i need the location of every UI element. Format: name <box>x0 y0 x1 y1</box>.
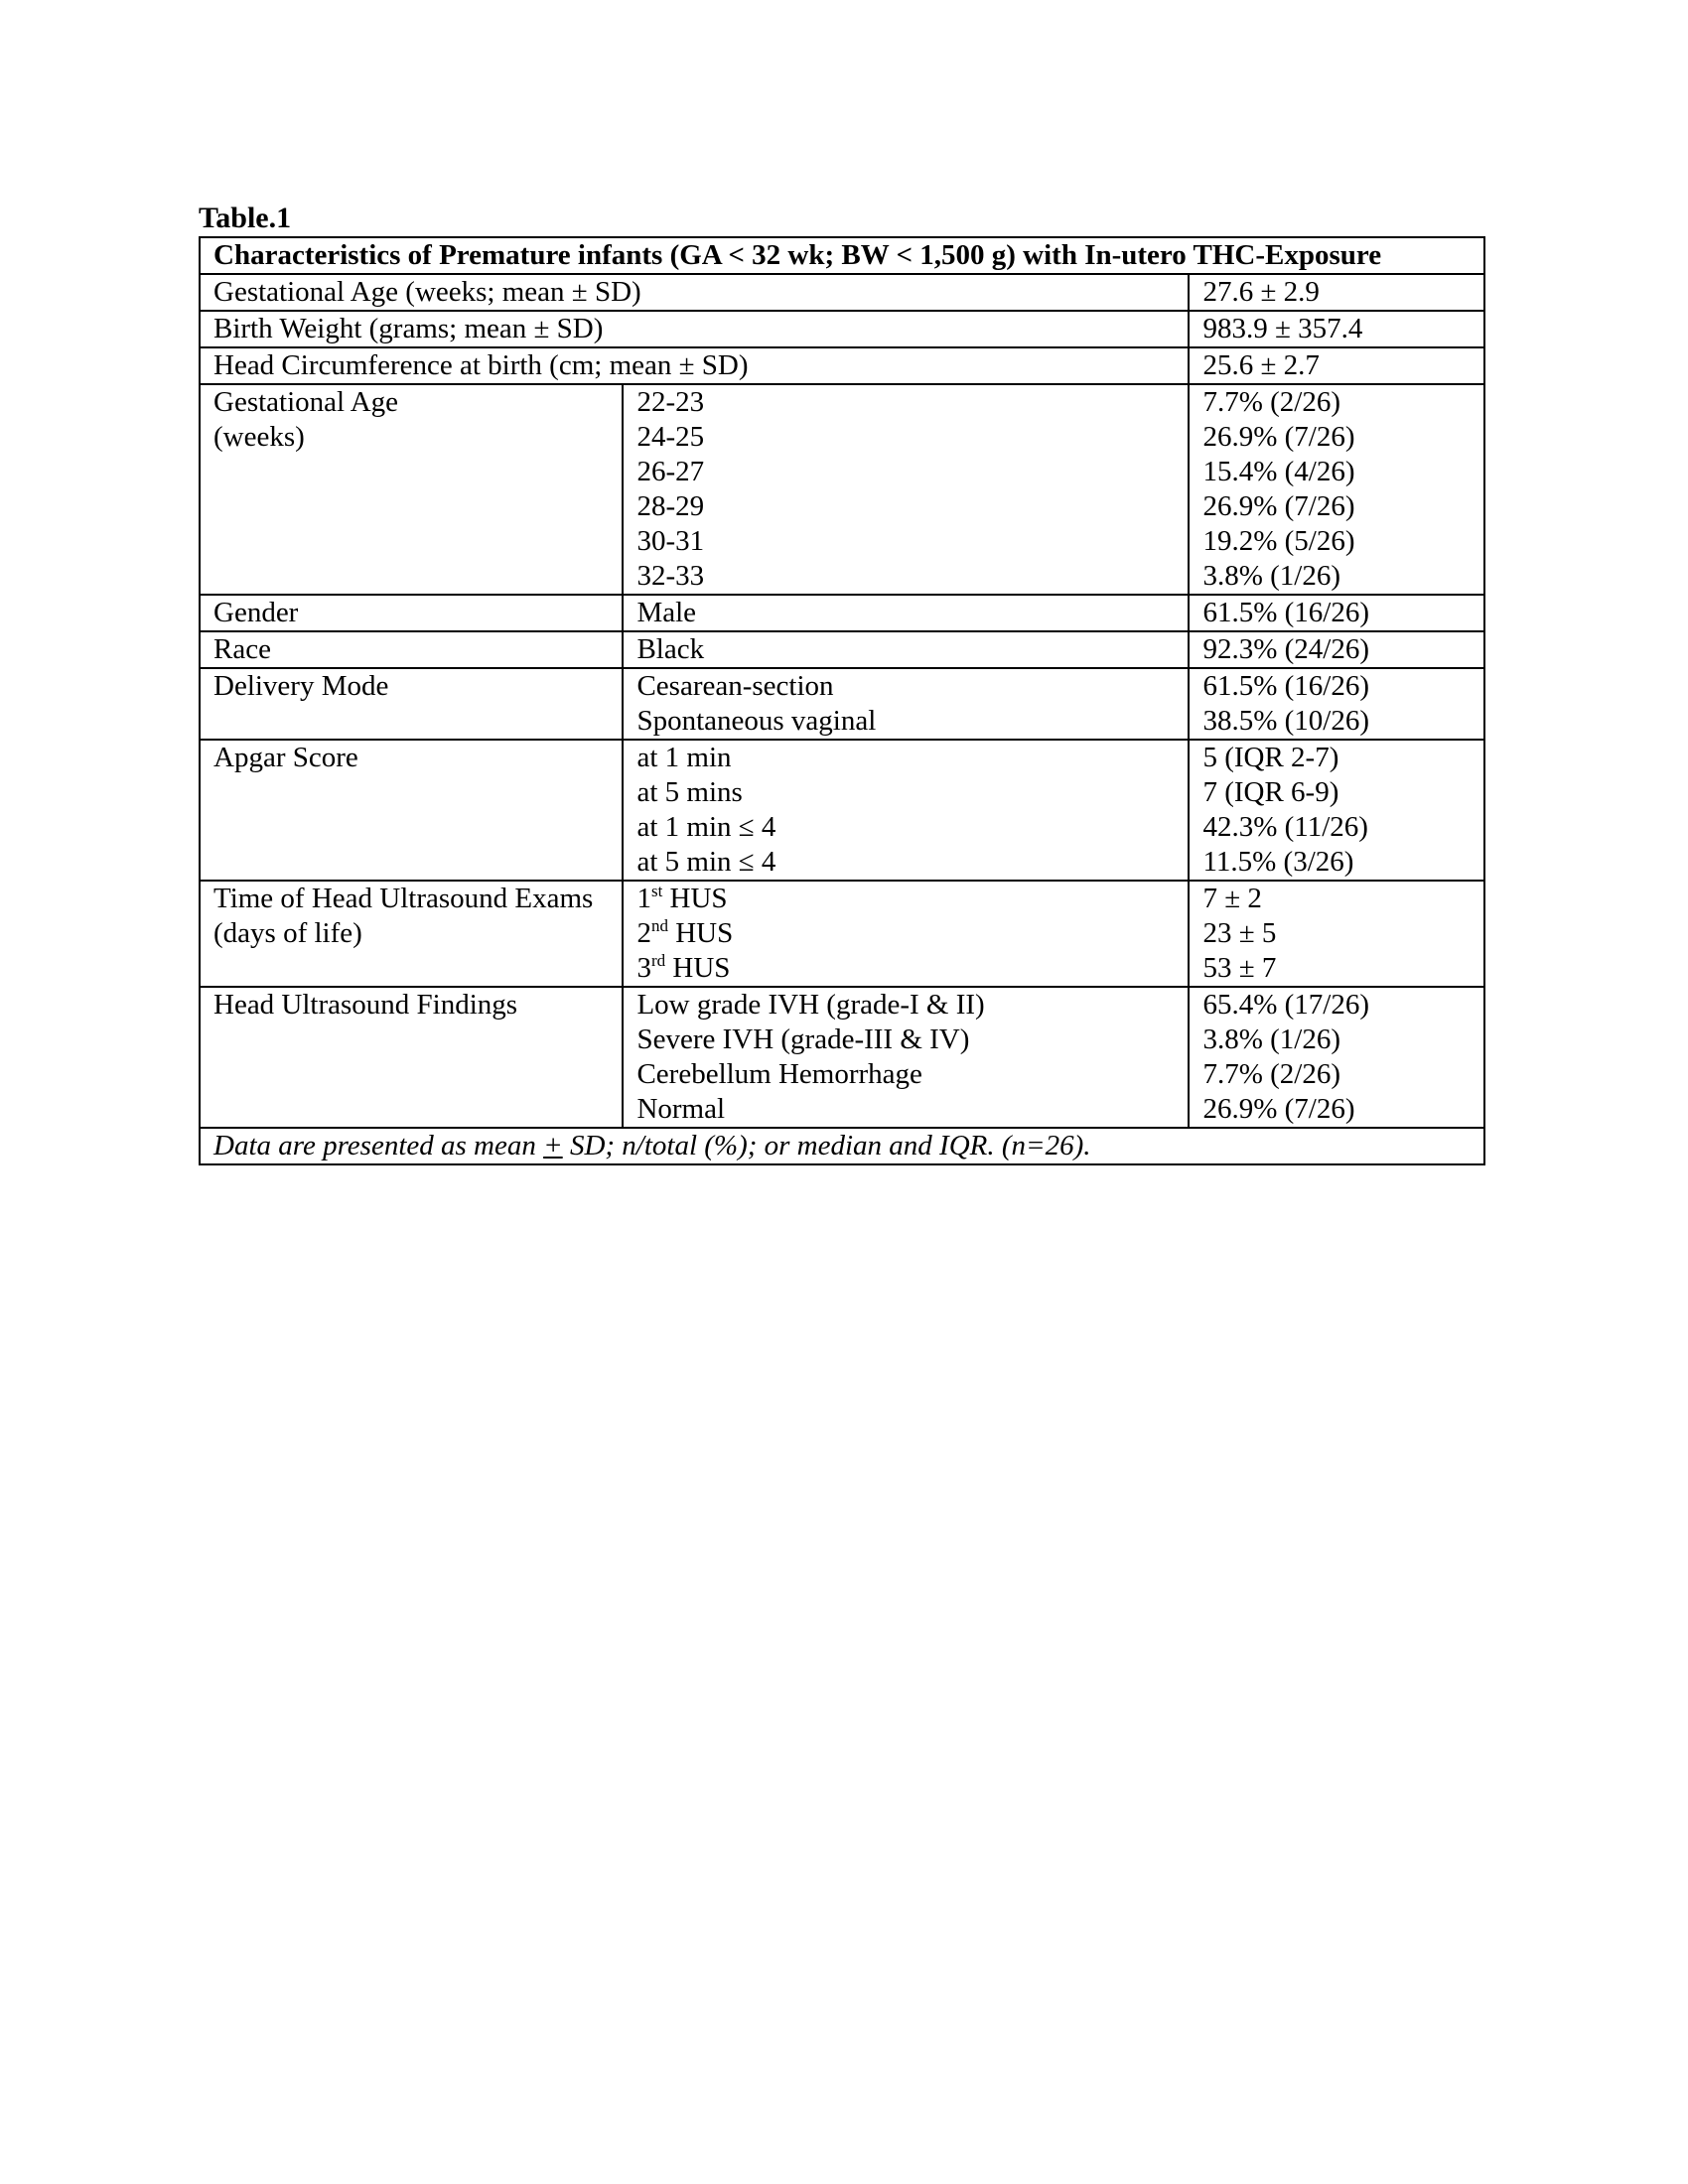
row-categories <box>623 740 1189 881</box>
row-label: Gender <box>200 595 623 631</box>
category-item: Cerebellum Hemorrhage <box>636 1058 922 1090</box>
ordinal-number: 3 <box>636 952 651 984</box>
category-item: Male <box>623 595 1189 631</box>
row-categories <box>623 668 1189 740</box>
category-item: at 5 mins <box>636 776 743 808</box>
row-value: 25.6 ± 2.7 <box>1189 347 1484 384</box>
characteristics-table <box>199 236 1485 1165</box>
ordinal-number: 2 <box>636 917 651 949</box>
category-item: at 5 min ≤ 4 <box>636 846 776 878</box>
category-item: 26-27 <box>636 456 705 487</box>
value-item: 7.7% (2/26) <box>1202 1058 1340 1090</box>
value-item: 92.3% (24/26) <box>1189 631 1484 668</box>
footnote-text: SD; n/total (%); or median and IQR. (n=26). <box>562 1130 1091 1161</box>
ordinal-suffix: st <box>650 882 663 900</box>
row-value: 27.6 ± 2.9 <box>1189 274 1484 311</box>
ordinal-suffix: nd <box>650 916 668 935</box>
row-values <box>1189 881 1484 987</box>
table-row-hus-time <box>200 881 1484 987</box>
row-label-line: (days of life) <box>213 917 362 949</box>
category-item <box>636 882 1175 916</box>
table-footnote-row <box>200 1128 1484 1164</box>
table-row-race <box>200 631 1484 668</box>
table-row-gender <box>200 595 1484 631</box>
value-item: 11.5% (3/26) <box>1202 846 1354 878</box>
row-label <box>200 881 623 987</box>
row-values <box>1189 384 1484 595</box>
row-values <box>1189 668 1484 740</box>
plus-minus-symbol: + <box>543 1130 563 1161</box>
table-row-delivery-mode <box>200 668 1484 740</box>
category-item: at 1 min <box>636 742 732 773</box>
value-item: 3.8% (1/26) <box>1202 1024 1340 1055</box>
value-item: 53 ± 7 <box>1202 952 1277 984</box>
category-item: Black <box>623 631 1189 668</box>
category-item: 22-23 <box>636 386 705 418</box>
value-item: 15.4% (4/26) <box>1202 456 1355 487</box>
value-item: 61.5% (16/26) <box>1189 595 1484 631</box>
value-item: 26.9% (7/26) <box>1202 1093 1355 1125</box>
category-item: Cesarean-section <box>636 670 834 702</box>
value-item: 26.9% (7/26) <box>1202 421 1355 453</box>
row-label: Head Ultrasound Findings <box>200 987 623 1128</box>
category-text: HUS <box>667 917 734 949</box>
category-item: 32-33 <box>636 560 705 592</box>
category-item: 24-25 <box>636 421 705 453</box>
row-label: Apgar Score <box>200 740 623 881</box>
row-categories <box>623 987 1189 1128</box>
row-label: Gestational Age (weeks; mean ± SD) <box>200 274 1189 311</box>
category-text: HUS <box>665 952 731 984</box>
row-label: Head Circumference at birth (cm; mean ± SD) <box>200 347 1189 384</box>
table-row-hus-findings <box>200 987 1484 1128</box>
footnote-text: Data are presented as mean <box>213 1130 544 1161</box>
value-item: 65.4% (17/26) <box>1202 989 1369 1021</box>
table-row <box>200 347 1484 384</box>
value-item: 3.8% (1/26) <box>1202 560 1340 592</box>
row-label-line: (weeks) <box>213 421 305 453</box>
category-text: HUS <box>662 883 728 914</box>
row-label-line: Gestational Age <box>213 386 399 418</box>
category-item: at 1 min ≤ 4 <box>636 811 776 843</box>
row-label: Birth Weight (grams; mean ± SD) <box>200 311 1189 347</box>
ordinal-number: 1 <box>636 883 651 914</box>
row-value: 983.9 ± 357.4 <box>1189 311 1484 347</box>
value-item: 61.5% (16/26) <box>1202 670 1369 702</box>
value-item: 42.3% (11/26) <box>1202 811 1368 843</box>
row-label: Delivery Mode <box>200 668 623 740</box>
value-item: 26.9% (7/26) <box>1202 490 1355 522</box>
value-item: 23 ± 5 <box>1202 917 1277 949</box>
category-item <box>636 916 1175 951</box>
ordinal-suffix: rd <box>650 951 666 970</box>
category-item: Low grade IVH (grade-I & II) <box>636 989 985 1021</box>
value-item: 7 ± 2 <box>1202 883 1262 914</box>
value-item: 38.5% (10/26) <box>1202 705 1369 737</box>
value-item: 5 (IQR 2-7) <box>1202 742 1339 773</box>
table-row-apgar <box>200 740 1484 881</box>
row-values <box>1189 740 1484 881</box>
row-label-line: Time of Head Ultrasound Exams <box>213 883 594 914</box>
category-item: Severe IVH (grade-III & IV) <box>636 1024 970 1055</box>
category-item: 28-29 <box>636 490 705 522</box>
table-footnote <box>200 1128 1484 1164</box>
row-categories <box>623 384 1189 595</box>
table-row <box>200 311 1484 347</box>
table-title: Characteristics of Premature infants (GA < 32 wk; BW < 1,500 g) with In-utero THC-Exposure <box>200 237 1484 274</box>
value-item: 7 (IQR 6-9) <box>1202 776 1339 808</box>
category-item: Spontaneous vaginal <box>636 705 877 737</box>
row-label: Race <box>200 631 623 668</box>
table-row-gestational-age <box>200 384 1484 595</box>
value-item: 19.2% (5/26) <box>1202 525 1355 557</box>
table-row <box>200 274 1484 311</box>
table-title-row <box>200 237 1484 274</box>
value-item: 7.7% (2/26) <box>1202 386 1340 418</box>
table-label: Table.1 <box>199 202 292 234</box>
category-item <box>636 951 1175 986</box>
category-item: 30-31 <box>636 525 705 557</box>
row-categories <box>623 881 1189 987</box>
row-values <box>1189 987 1484 1128</box>
category-item: Normal <box>636 1093 726 1125</box>
row-label <box>200 384 623 595</box>
